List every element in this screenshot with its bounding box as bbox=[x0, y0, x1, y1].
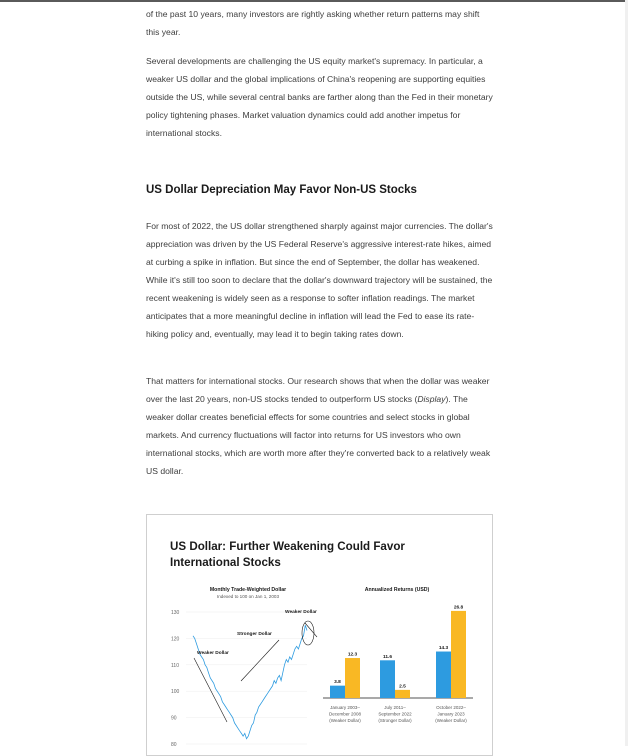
bar-us-0 bbox=[330, 686, 345, 698]
y-tick-label: 80 bbox=[171, 742, 177, 748]
figure-title: US Dollar: Further Weakening Could Favor International Stocks bbox=[170, 540, 405, 569]
bar-non-us-2 bbox=[451, 611, 466, 698]
bar-category-label: September 2022 bbox=[378, 711, 412, 717]
bar-category-label: July 2011– bbox=[384, 705, 406, 710]
bar-non-us-0 bbox=[345, 658, 360, 698]
y-tick-label: 130 bbox=[171, 610, 180, 616]
bar-category-label: January 2023 bbox=[437, 711, 465, 717]
bar-value-label: 2.5 bbox=[399, 684, 406, 690]
bar-non-us-1 bbox=[395, 690, 410, 698]
bar-value-label: 12.3 bbox=[347, 652, 358, 658]
figure-exhibit bbox=[146, 514, 493, 756]
y-tick-label: 90 bbox=[171, 715, 177, 722]
annotation-weaker-dollar-left: Weaker Dollar bbox=[197, 651, 229, 656]
bar-category-label: October 2022– bbox=[436, 705, 466, 710]
bar-category-label: (Stronger Dollar) bbox=[378, 718, 412, 723]
paragraph-dollar-2022: For most of 2022, the US dollar strengthened sharply against major currencies. The dollar's appreciation was driven by the US Federal Reserve's aggressive interest-rate hikes, aimed at curbing a spike in inflation. But since the end of September, the dollar has weakened. While it's still too soon to declare that the dollar's downward trajectory will be sustained, the recent weakening is widely seen as a response to softer inflation readings. The market anticipates that a more meaningful decline in inflation will lead the Fed to ease its rate-hiking policy and, eventually, may lead it to begin taking rates down. bbox=[146, 221, 493, 339]
display-reference: Display bbox=[417, 394, 446, 404]
bar-us-1 bbox=[380, 660, 395, 698]
paragraph-intro-tail: of the past 10 years, many investors are rightly asking whether return patterns may shift this year. bbox=[146, 9, 480, 37]
line-chart-title: Monthly Trade-Weighted Dollar bbox=[209, 587, 287, 593]
section-heading: US Dollar Depreciation May Favor Non-US Stocks bbox=[146, 184, 417, 196]
bar-value-label: 3.8 bbox=[334, 680, 341, 686]
y-tick-label: 110 bbox=[171, 662, 179, 669]
p4-text-before: That matters for international stocks. Our research shows that when the dollar was weaker over the last 20 years, non-US stocks tended to outperform US stocks ( bbox=[146, 376, 490, 404]
stronger-trend-arrow bbox=[241, 640, 279, 681]
bar-value-label: 11.6 bbox=[382, 654, 393, 660]
annotation-weaker-dollar-top: Weaker Dollar bbox=[285, 610, 317, 615]
bar-value-label: 26.8 bbox=[453, 605, 464, 611]
line-chart-subtitle: Indexed to 100 on Jan 1, 2003 bbox=[216, 594, 280, 599]
figure-charts bbox=[147, 515, 492, 755]
bar-category-label: (Weaker Dollar) bbox=[329, 718, 361, 723]
paragraph-developments: Several developments are challenging the US equity market's supremacy. In particular, a weaker US dollar and the global implications of China's reopening are supporting equities outside the US, while several central banks are farther along than the Fed in their monetary policy tightening phases. Market valuation dynamics could add another impetus for international stocks. bbox=[146, 56, 493, 138]
bar-category-label: December 2008 bbox=[328, 711, 362, 717]
bar-chart-title: Annualized Returns (USD) bbox=[364, 587, 430, 593]
y-tick-label: 120 bbox=[171, 636, 180, 643]
bar-value-label: 14.3 bbox=[438, 646, 449, 652]
bar-category-label: January 2003– bbox=[330, 705, 360, 710]
bar-category-label: (Weaker Dollar) bbox=[435, 718, 467, 723]
annotation-stronger-dollar: Stronger Dollar bbox=[237, 632, 272, 637]
y-tick-label: 100 bbox=[171, 689, 180, 696]
window-top-border bbox=[0, 0, 628, 2]
paragraph-international bbox=[146, 372, 494, 480]
weaker-trend-arrow bbox=[194, 658, 227, 722]
bar-us-2 bbox=[436, 652, 451, 698]
p4-text-after: ). The weaker dollar creates beneficial effects for some countries and select stocks in global markets. And currency fluctuations will factor into returns for US investors who own international stocks, which are worth more after they're converted back to a relatively weak US dollar. bbox=[146, 394, 491, 476]
dollar-index-line bbox=[193, 625, 307, 739]
